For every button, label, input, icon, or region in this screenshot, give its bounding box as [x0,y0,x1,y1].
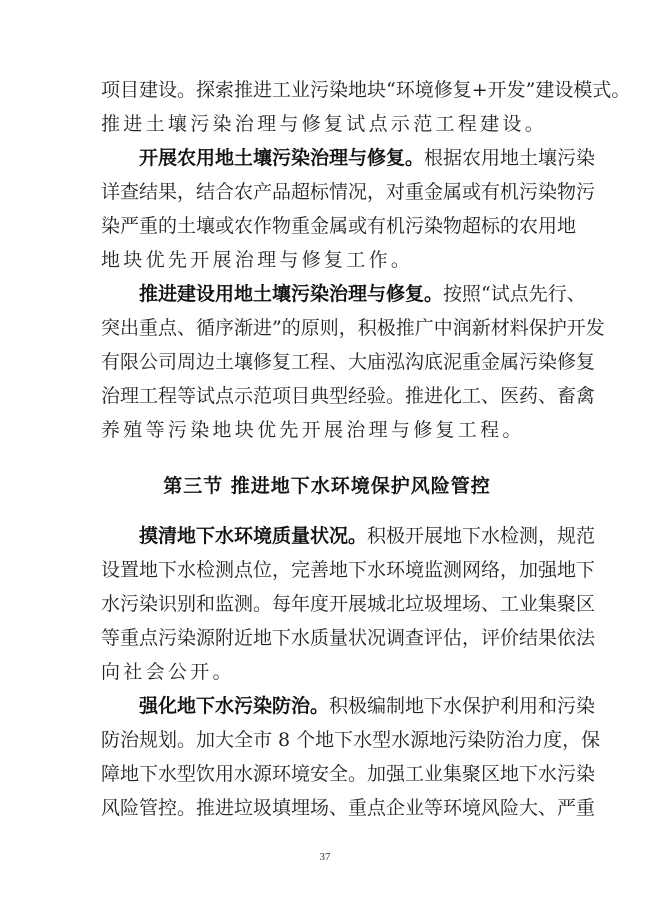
text-line [101,689,596,723]
line-text: 按照“试点先行、 [443,283,586,305]
paragraphs-before [101,73,631,447]
text-line [101,413,553,447]
line-text: 风险管控。推进垃圾填埋场、重点企业等环境风险大、严重 [101,797,596,819]
paragraph [101,73,631,141]
line-text: 推进土壤污染治理与修复试点示范工程建设。 [101,113,548,135]
text-line [101,519,596,553]
document-body [101,73,631,825]
paragraph [101,277,605,447]
line-text: 染严重的土壤或农作物重金属或有机污染物超标的农用地 [101,215,577,237]
line-text: 积极开展地下水检测，规范 [367,525,596,547]
bold-lead: 推进建设用地土壤污染治理与修复。 [139,283,444,305]
line-text: 项目建设。探索推进工业污染地块“环境修复+开发”建设模式。 [101,79,631,101]
text-line [101,553,596,587]
line-text: 障地下水型饮用水源环境安全。加强工业集聚区地下水污染 [101,763,596,785]
line-text: 详查结果，结合农产品超标情况，对重金属或有机污染物污 [101,181,596,203]
page-number: 37 [319,851,331,863]
text-line [101,791,596,825]
text-line [101,621,596,655]
text-line [101,243,553,277]
line-text: 积极编制地下水保护利用和污染 [329,695,596,717]
text-line [101,209,577,243]
text-line [101,345,596,379]
section-heading: 第三节 推进地下水环境保护风险管控 [163,475,491,497]
text-line [101,175,596,209]
text-line [101,587,596,621]
paragraph [101,519,596,689]
line-text: 设置地下水检测点位，完善地下水环境监测网络，加强地下 [101,559,596,581]
line-text: 有限公司周边土壤修复工程、大庙泓沟底泥重金属污染修复 [101,351,596,373]
text-line [101,107,553,141]
line-text: 等重点污染源附近地下水质量状况调查评估，评价结果依法 [101,627,596,649]
text-line [101,311,605,345]
text-line [101,73,631,107]
text-line [101,757,596,791]
line-text: 防治规划。加大全市 8 个地下水型水源地污染防治力度，保 [101,729,601,751]
text-line [101,277,586,311]
paragraph [101,689,601,825]
paragraph [101,141,596,277]
bold-lead: 开展农用地土壤污染治理与修复。 [139,147,425,169]
bold-lead: 摸清地下水环境质量状况。 [139,525,368,547]
text-line [101,379,596,413]
text-line [101,723,601,757]
line-text: 突出重点、循序渐进”的原则，积极推广中润新材料保护开发 [101,317,605,339]
line-text: 向社会公开。 [101,661,235,683]
paragraphs-after [101,519,601,825]
line-text: 水污染识别和监测。每年度开展城北垃圾埋场、工业集聚区 [101,593,596,615]
line-text: 养殖等污染地块优先开展治理与修复工程。 [101,419,525,441]
line-text: 根据农用地土壤污染 [424,147,596,169]
bold-lead: 强化地下水污染防治。 [139,695,330,717]
text-line [101,141,596,175]
line-text: 地块优先开展治理与修复工作。 [101,249,414,271]
line-text: 治理工程等试点示范项目典型经验。推进化工、医药、畜禽 [101,385,596,407]
text-line [101,655,553,689]
